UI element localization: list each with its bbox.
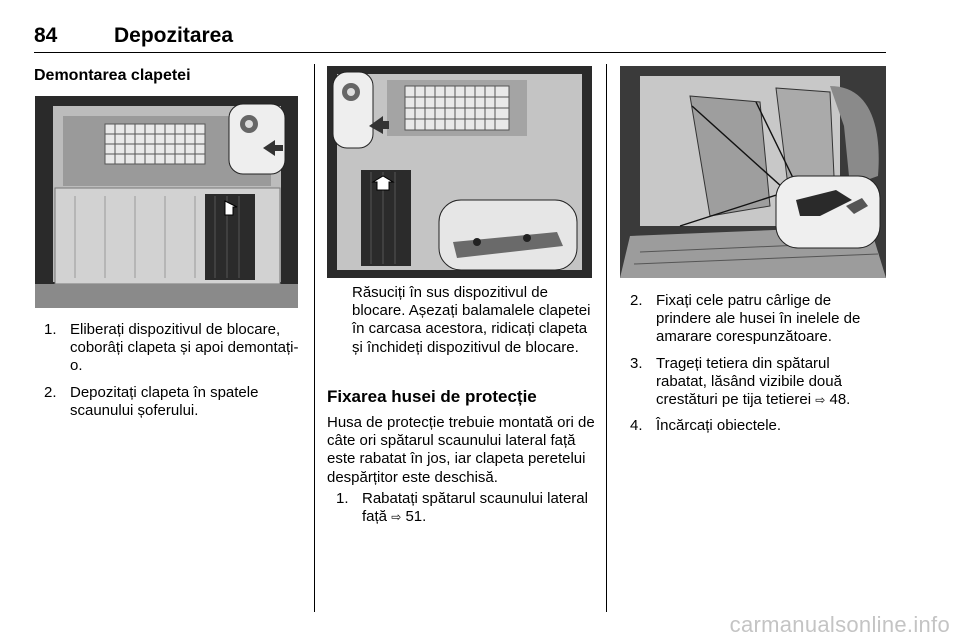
figure-cover-hooks [620, 66, 886, 278]
list-item: 3. Trageți tetiera din spătarul rabatat, lăsând vizibile două crestături pe tija tetierei ⇨ 48. [630, 354, 851, 409]
arrow-right-icon: ⇨ [815, 393, 826, 408]
list-item: 4. Încărcați obiectele. [630, 417, 782, 435]
list-item: 1. Rabatați spătarul scaunului lateral față ⇨ 51. [336, 490, 588, 526]
list-item: 1. Eliberați dispozitivul de blocare, coborâți clapeta și apoi demontați-o. [44, 321, 299, 375]
section-heading: Fixarea husei de protecție [327, 387, 537, 406]
section-heading: Demontarea clapetei [34, 67, 191, 84]
page-header [34, 24, 886, 53]
page-title: Depozitarea [114, 24, 234, 47]
list-item: 2. Depozitați clapeta în spatele scaunului șoferului. [44, 383, 259, 419]
column-divider [606, 64, 607, 612]
page-number: 84 [34, 24, 58, 47]
arrow-right-icon: ⇨ [391, 510, 402, 525]
list-item: 2. Fixați cele patru cârlige de prindere ale husei în inelele de amarare corespunzătoare. [630, 292, 861, 346]
figure-flap-removal [35, 96, 298, 308]
column-divider [314, 64, 315, 612]
steps-list [336, 490, 598, 534]
figure-flap-install [327, 66, 592, 278]
steps-list [630, 292, 880, 443]
intro-paragraph: Husa de protecție trebuie montată ori de câte ori spătarul scaunului lateral față este rabatat în jos, iar clapeta peretelui despărțitor este deschisă. [327, 414, 595, 486]
steps-list [44, 321, 306, 428]
watermark: carmanualsonline.info [729, 612, 950, 637]
figure-caption: Răsuciți în sus dispozitivul de blocare. Așezați balamalele clapetei în carcasa acestora, ridicați clapeta și închideți dispozitivul de blocare. [352, 284, 591, 356]
